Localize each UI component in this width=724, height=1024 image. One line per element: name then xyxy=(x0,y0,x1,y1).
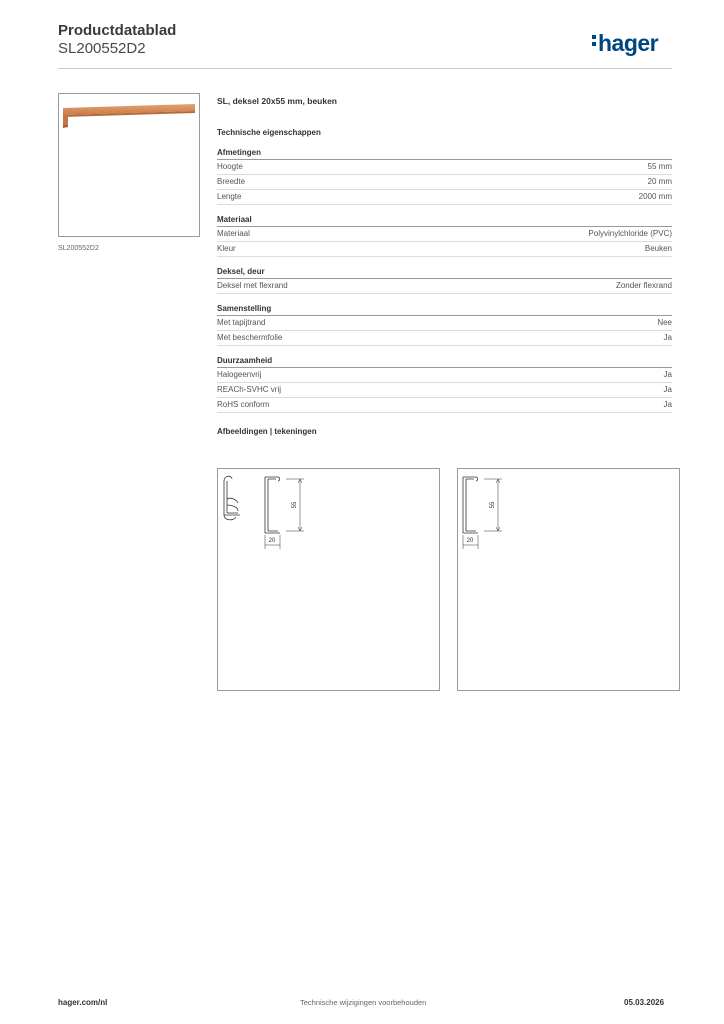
footer-notice: Technische wijzigingen voorbehouden xyxy=(300,998,427,1007)
product-photo-icon xyxy=(59,94,199,236)
property-row-met-tapijtrand xyxy=(217,316,672,331)
properties-title: Technische eigenschappen xyxy=(217,128,321,137)
product-image xyxy=(58,93,200,237)
section-samenstelling xyxy=(217,304,672,346)
dim-height-label: 55 xyxy=(292,501,298,509)
logo-dots-icon xyxy=(592,32,597,49)
cross-section-drawing-icon xyxy=(218,469,439,690)
dim-width-label: 20 xyxy=(268,538,276,544)
property-row-kleur xyxy=(217,242,672,257)
property-value: Ja xyxy=(663,333,672,342)
section-title: Materiaal xyxy=(217,215,672,227)
property-value: 2000 mm xyxy=(638,192,672,201)
section-duurzaamheid xyxy=(217,356,672,413)
header-divider xyxy=(58,68,672,69)
property-label: Kleur xyxy=(217,244,236,253)
section-materiaal xyxy=(217,215,672,257)
property-label: Met tapijtrand xyxy=(217,318,266,327)
page-title: Productdatablad xyxy=(58,22,177,39)
property-value: Nee xyxy=(657,318,672,327)
property-value: Ja xyxy=(663,370,672,379)
footer-website-link[interactable]: hager.com/nl xyxy=(58,998,108,1007)
property-row-reach-svhc-vrij xyxy=(217,383,672,398)
property-row-lengte xyxy=(217,190,672,205)
technical-drawing-2 xyxy=(457,468,680,691)
drawings-title: Afbeeldingen | tekeningen xyxy=(217,427,317,436)
product-image-caption: SL200552D2 xyxy=(58,245,99,252)
property-label: Lengte xyxy=(217,192,242,201)
footer-date: 05.03.2026 xyxy=(624,998,665,1007)
dim-height-label: 55 xyxy=(490,501,496,509)
logo-text: hager xyxy=(598,30,659,56)
property-value: Ja xyxy=(663,400,672,409)
property-label: REACh-SVHC vrij xyxy=(217,385,282,394)
section-title: Duurzaamheid xyxy=(217,356,672,368)
property-row-rohs-conform xyxy=(217,398,672,413)
property-value: Zonder flexrand xyxy=(615,281,672,290)
property-row-breedte xyxy=(217,175,672,190)
property-value: Ja xyxy=(663,385,672,394)
section-afmetingen xyxy=(217,148,672,205)
property-row-materiaal xyxy=(217,227,672,242)
hager-logo xyxy=(592,30,658,57)
property-label: Met beschermfolie xyxy=(217,333,283,342)
property-row-halogeenvrij xyxy=(217,368,672,383)
property-label: Hoogte xyxy=(217,162,243,171)
cover-profile-drawing-icon xyxy=(458,469,679,690)
property-row-met-beschermfolie xyxy=(217,331,672,346)
section-deksel-deur xyxy=(217,267,672,294)
property-row-deksel-met-flexrand xyxy=(217,279,672,294)
property-value: Beuken xyxy=(644,244,672,253)
property-label: RoHS conform xyxy=(217,400,270,409)
product-title: SL, deksel 20x55 mm, beuken xyxy=(217,96,338,106)
section-title: Afmetingen xyxy=(217,148,672,160)
property-label: Halogeenvrij xyxy=(217,370,262,379)
property-label: Materiaal xyxy=(217,229,250,238)
product-details xyxy=(217,96,672,438)
section-title: Deksel, deur xyxy=(217,267,672,279)
property-label: Breedte xyxy=(217,177,246,186)
property-value: 20 mm xyxy=(647,177,672,186)
dim-width-label: 20 xyxy=(466,538,474,544)
property-label: Deksel met flexrand xyxy=(217,281,288,290)
section-title: Samenstelling xyxy=(217,304,672,316)
property-value: Polyvinylchloride (PVC) xyxy=(588,229,672,238)
property-row-hoogte xyxy=(217,160,672,175)
property-value: 55 mm xyxy=(647,162,672,171)
product-code-heading: SL200552D2 xyxy=(58,40,146,57)
technical-drawing-1 xyxy=(217,468,440,691)
